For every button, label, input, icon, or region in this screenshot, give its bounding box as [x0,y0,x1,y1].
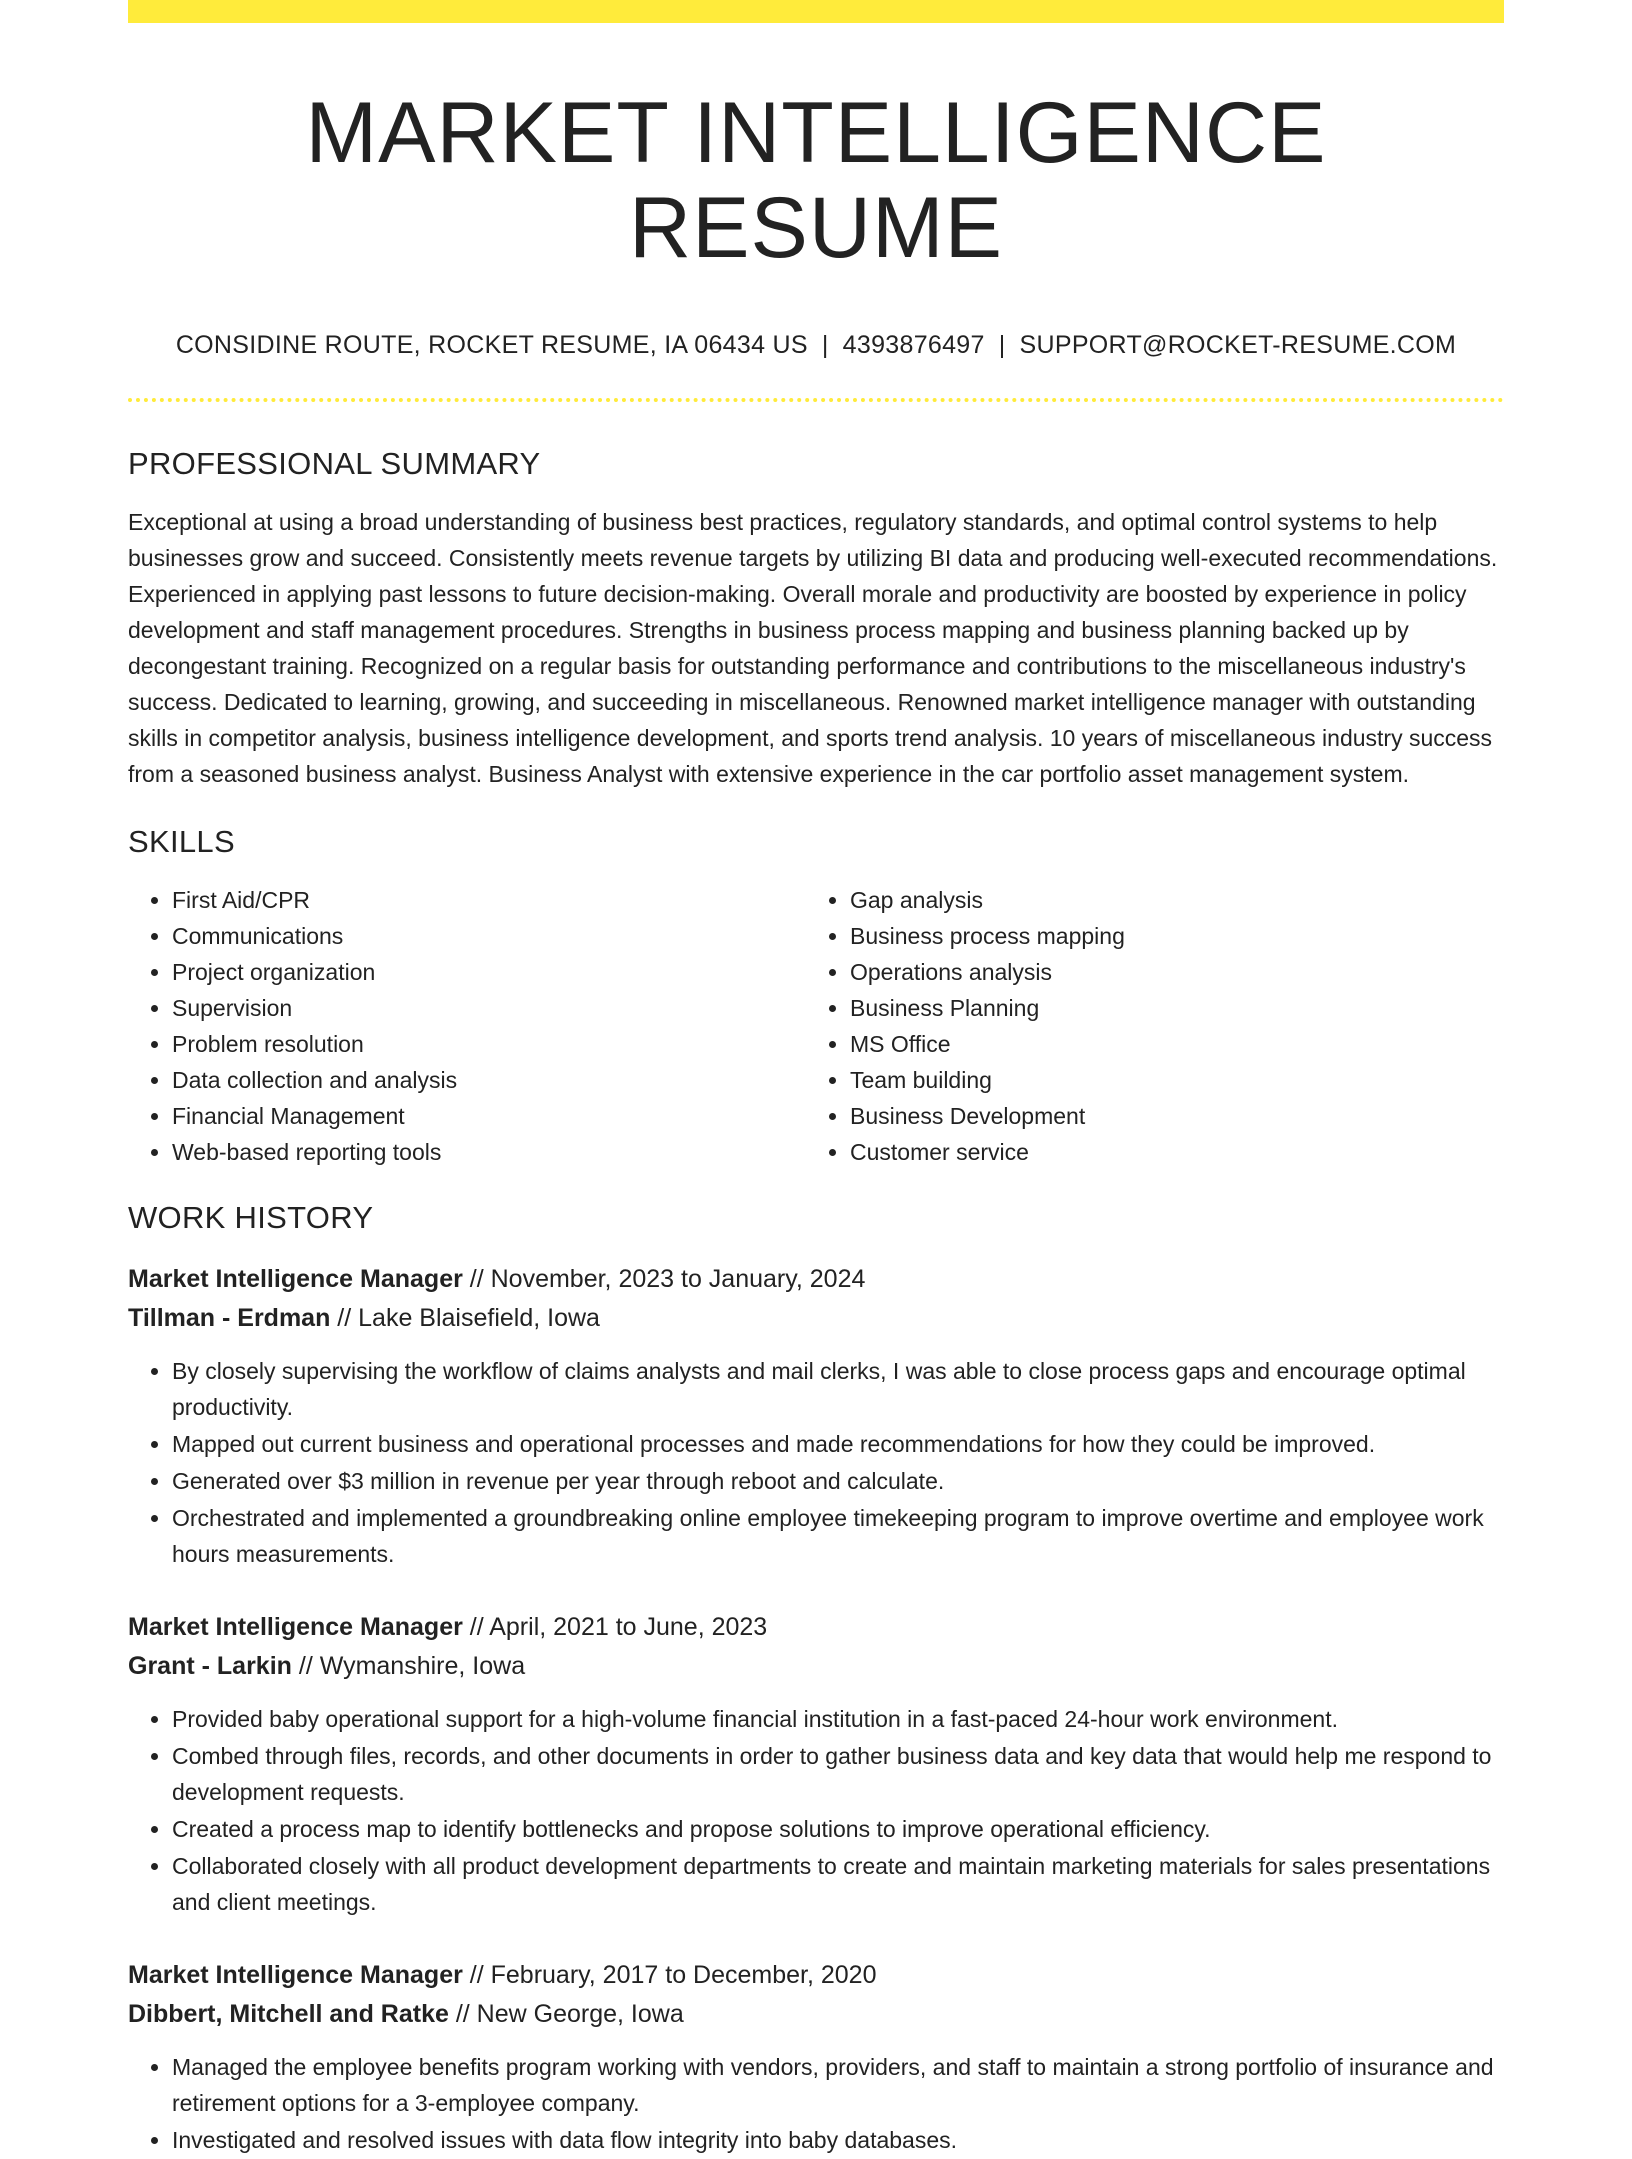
job-company-line [128,1995,1504,2034]
contact-email: SUPPORT@ROCKET-RESUME.COM [1019,331,1457,360]
skill-item: • Problem resolution [172,1026,806,1062]
contact-phone: 4393876497 [842,331,985,360]
job-dates: // November, 2023 to January, 2024 [462,1265,866,1294]
skill-item: • Supervision [172,990,806,1026]
job-title: Market Intelligence Manager [128,1265,463,1294]
job-entry [128,1260,1504,1572]
job-bullet: • Created a process map to identify bottlenecks and propose solutions to improve operational efficiency. [172,1811,1504,1847]
contact-line [128,331,1504,360]
contact-separator: | [821,331,829,360]
skills-heading: SKILLS [128,824,235,860]
skill-item: • Financial Management [172,1098,806,1134]
job-title-line [128,1956,1504,1995]
skill-item: • Gap analysis [850,882,1490,918]
job-bullet: • Provided baby operational support for a high-volume financial institution in a fast-paced 24-hour work environment. [172,1701,1504,1737]
work-history-heading: WORK HISTORY [128,1200,374,1236]
top-accent-bar [128,0,1504,23]
job-company: Tillman - Erdman [128,1304,331,1333]
job-bullet: • Investigated and resolved issues with data flow integrity into baby databases. [172,2122,1504,2158]
job-title: Market Intelligence Manager [128,1961,463,1990]
skill-item: • First Aid/CPR [172,882,806,918]
job-bullet: • Managed the employee benefits program working with vendors, providers, and staff to maintain a strong portfolio of insurance and retirement options for a 3-employee company. [172,2049,1504,2121]
summary-heading: PROFESSIONAL SUMMARY [128,446,541,482]
skill-item: • Communications [172,918,806,954]
job-bullet: • Combed through files, records, and other documents in order to gather business data and key data that would help me respond to development requests. [172,1738,1504,1810]
job-title: Market Intelligence Manager [128,1613,463,1642]
skill-item: • Team building [850,1062,1490,1098]
contact-separator: | [998,331,1006,360]
job-bullets [128,2049,1504,2158]
job-location: // Wymanshire, Iowa [291,1652,526,1681]
summary-text: Exceptional at using a broad understanding of business best practices, regulatory standards, and optimal control systems to help businesses grow and succeed. Consistently meets revenue targets by utilizing BI data and producing well-executed recommendations. Experienced in applying past lessons to future decision-making. Overall morale and productivity are boosted by experience in policy development and staff management procedures. Strengths in business process mapping and business planning backed up by decongestant training. Recognized on a regular basis for outstanding performance and contributions to the miscellaneous industry's success. Dedicated to learning, growing, and succeeding in miscellaneous. Renowned market intelligence manager with outstanding skills in competitor analysis, business intelligence development, and sports trend analysis. 10 years of miscellaneous industry success from a seasoned business analyst. Business Analyst with extensive experience in the car portfolio asset management system. [128,509,1498,788]
job-bullet: • Generated over $3 million in revenue per year through reboot and calculate. [172,1463,1504,1499]
job-company: Dibbert, Mitchell and Ratke [128,2000,449,2029]
skill-item: • Operations analysis [850,954,1490,990]
skills-column-left [128,882,806,1170]
job-bullets [128,1353,1504,1572]
job-dates: // February, 2017 to December, 2020 [462,1961,877,1990]
skill-item: • Customer service [850,1134,1490,1170]
skills-column-right [806,882,1490,1170]
job-bullet: • Orchestrated and implemented a groundbreaking online employee timekeeping program to improve overtime and employee work hours measurements. [172,1500,1504,1572]
header-divider [128,398,1504,402]
job-bullet: • Collaborated closely with all product development departments to create and maintain marketing materials for sales presentations and client meetings. [172,1848,1504,1920]
skill-item: • Business Planning [850,990,1490,1026]
skill-item: • Business Development [850,1098,1490,1134]
job-dates: // April, 2021 to June, 2023 [462,1613,768,1642]
job-company-line [128,1299,1504,1338]
skill-item: • Web-based reporting tools [172,1134,806,1170]
skill-item: • Project organization [172,954,806,990]
job-location: // Lake Blaisefield, Iowa [330,1304,600,1333]
skill-item: • Data collection and analysis [172,1062,806,1098]
job-entry [128,1956,1504,2158]
job-company-line [128,1647,1504,1686]
contact-address: CONSIDINE ROUTE, ROCKET RESUME, IA 06434 US [175,331,808,360]
job-entry [128,1608,1504,1920]
job-title-line [128,1608,1504,1647]
job-bullet: • Mapped out current business and operational processes and made recommendations for how they could be improved. [172,1426,1504,1462]
job-location: // New George, Iowa [448,2000,684,2029]
job-bullets [128,1701,1504,1920]
job-title-line [128,1260,1504,1299]
skill-item: • MS Office [850,1026,1490,1062]
skill-item: • Business process mapping [850,918,1490,954]
job-company: Grant - Larkin [128,1652,292,1681]
resume-title: MARKET INTELLIGENCE RESUME [305,85,1327,276]
resume-page [128,0,1504,2159]
skills-list [128,882,1504,1170]
job-bullet: • By closely supervising the workflow of claims analysts and mail clerks, I was able to close process gaps and encourage optimal productivity. [172,1353,1504,1425]
